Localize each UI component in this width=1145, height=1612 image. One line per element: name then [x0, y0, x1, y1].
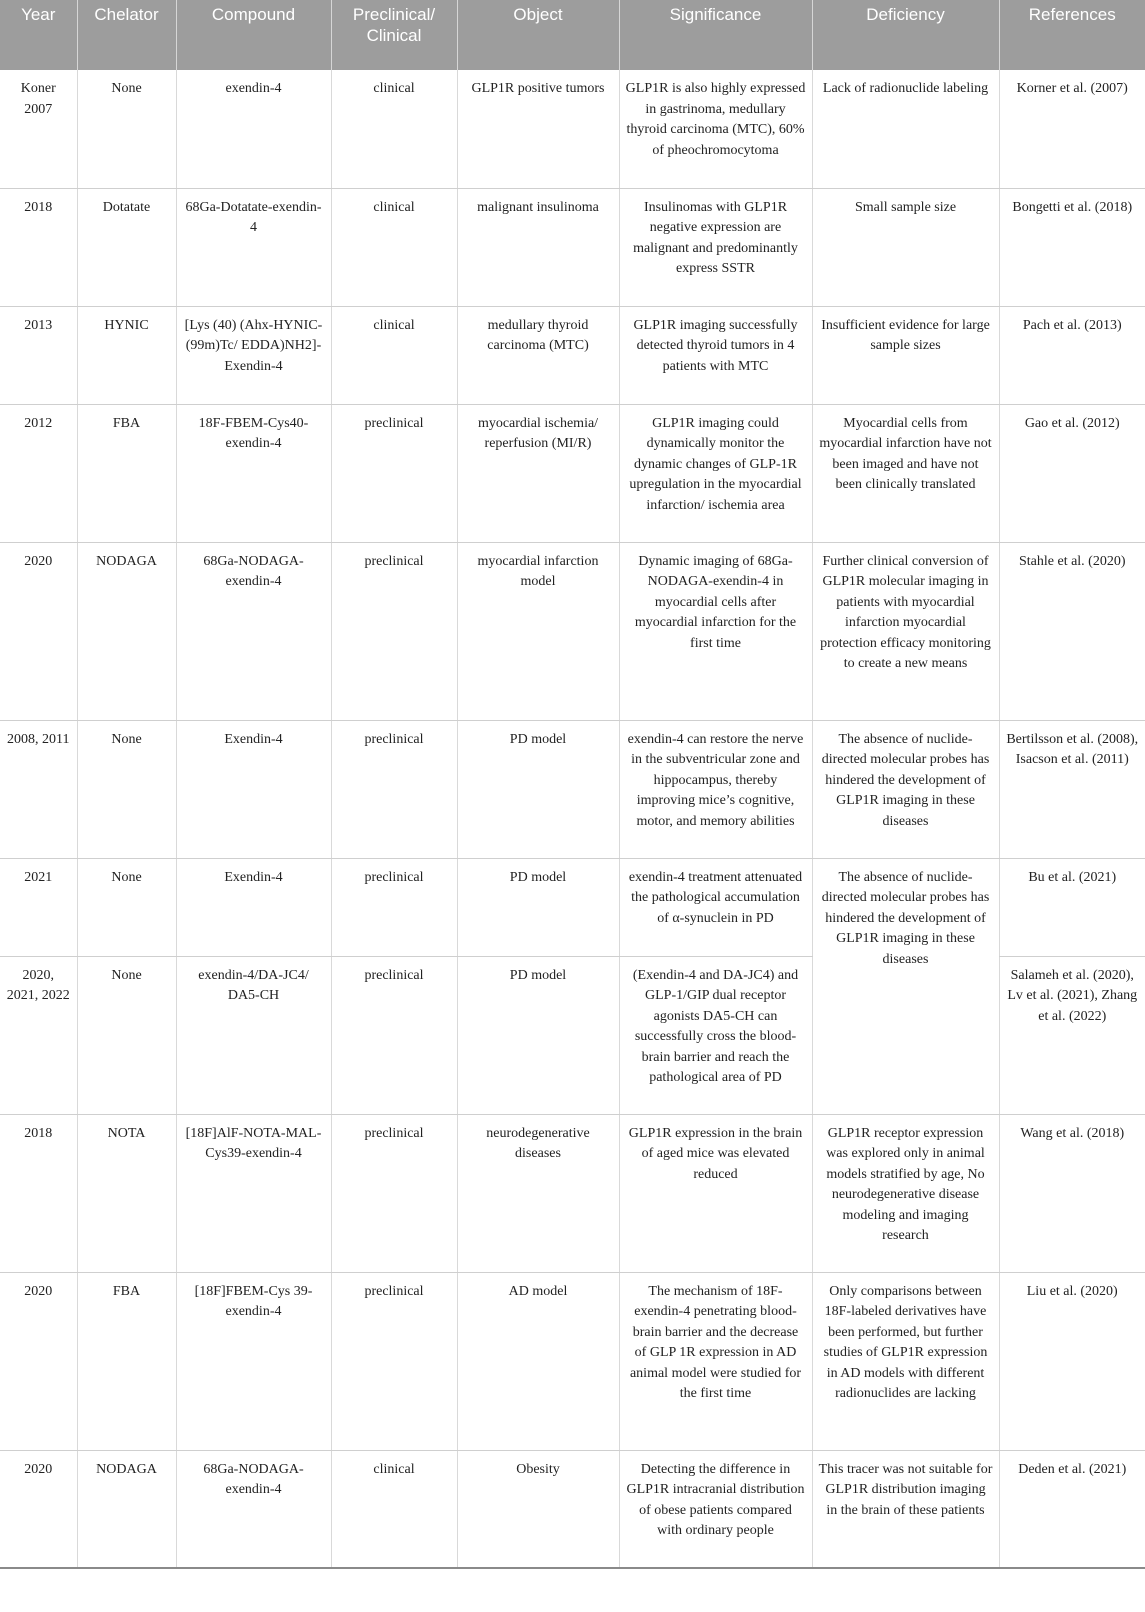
deficiency-cell: Myocardial cells from myocardial infarction have not been imaged and have not been clinically translated — [812, 404, 999, 542]
table-header — [0, 0, 1145, 70]
significance-cell: (Exendin-4 and DA-JC4) and GLP-1/GIP dual receptor agonists DA5-CH can successfully cross the blood-brain barrier and reach the pathological area of PD — [619, 956, 812, 1114]
chelator-cell: FBA — [77, 1272, 176, 1450]
year-cell: 2013 — [0, 306, 77, 404]
significance-cell: exendin-4 can restore the nerve in the subventricular zone and hippocampus, thereby improving mice’s cognitive, motor, and memory abilities — [619, 720, 812, 858]
significance-cell: GLP1R imaging successfully detected thyroid tumors in 4 patients with MTC — [619, 306, 812, 404]
deficiency-cell: The absence of nuclide-directed molecular probes has hindered the development of GLP1R imaging in these diseases — [812, 858, 999, 1114]
table-row — [0, 1450, 1145, 1568]
object-cell: PD model — [457, 956, 619, 1114]
references-cell: Wang et al. (2018) — [999, 1114, 1145, 1272]
chelator-cell: NODAGA — [77, 1450, 176, 1568]
stage-cell: preclinical — [331, 956, 457, 1114]
stage-cell: preclinical — [331, 858, 457, 956]
object-cell: malignant insulinoma — [457, 188, 619, 306]
header-compound: Compound — [176, 0, 331, 70]
header-deficiency: Deficiency — [812, 0, 999, 70]
compound-cell: 18F-FBEM-Cys40-exendin-4 — [176, 404, 331, 542]
year-cell: 2018 — [0, 188, 77, 306]
stage-cell: clinical — [331, 1450, 457, 1568]
object-cell: AD model — [457, 1272, 619, 1450]
references-cell: Pach et al. (2013) — [999, 306, 1145, 404]
year-cell: 2020, 2021, 2022 — [0, 956, 77, 1114]
table-row — [0, 404, 1145, 542]
table-row — [0, 70, 1145, 188]
stage-cell: preclinical — [331, 542, 457, 720]
stage-cell: preclinical — [331, 1272, 457, 1450]
significance-cell: The mechanism of 18F-exendin-4 penetrating blood-brain barrier and the decrease of GLP 1R expression in AD animal model were studied for the first time — [619, 1272, 812, 1450]
references-cell: Gao et al. (2012) — [999, 404, 1145, 542]
chelator-cell: NODAGA — [77, 542, 176, 720]
deficiency-cell: GLP1R receptor expression was explored only in animal models stratified by age, No neurodegenerative disease modeling and imaging research — [812, 1114, 999, 1272]
compound-cell: [18F]FBEM-Cys 39-exendin-4 — [176, 1272, 331, 1450]
significance-cell: exendin-4 treatment attenuated the pathological accumulation of α-synuclein in PD — [619, 858, 812, 956]
chelator-cell: None — [77, 720, 176, 858]
stage-cell: preclinical — [331, 720, 457, 858]
significance-cell: GLP1R expression in the brain of aged mice was elevated reduced — [619, 1114, 812, 1272]
object-cell: myocardial infarction model — [457, 542, 619, 720]
deficiency-cell: Insufficient evidence for large sample sizes — [812, 306, 999, 404]
header-year: Year — [0, 0, 77, 70]
table-row — [0, 306, 1145, 404]
table-row — [0, 1272, 1145, 1450]
stage-cell: clinical — [331, 70, 457, 188]
object-cell: myocardial ischemia/ reperfusion (MI/R) — [457, 404, 619, 542]
references-cell: Bongetti et al. (2018) — [999, 188, 1145, 306]
significance-cell: GLP1R is also highly expressed in gastrinoma, medullary thyroid carcinoma (MTC), 60% of pheochromocytoma — [619, 70, 812, 188]
deficiency-cell: Only comparisons between 18F-labeled derivatives have been performed, but further studies of GLP1R expression in AD models with different radionuclides are lacking — [812, 1272, 999, 1450]
deficiency-cell: The absence of nuclide-directed molecular probes has hindered the development of GLP1R imaging in these diseases — [812, 720, 999, 858]
chelator-cell: NOTA — [77, 1114, 176, 1272]
deficiency-cell: This tracer was not suitable for GLP1R distribution imaging in the brain of these patients — [812, 1450, 999, 1568]
compound-cell: [18F]AlF-NOTA-MAL-Cys39-exendin-4 — [176, 1114, 331, 1272]
header-object: Object — [457, 0, 619, 70]
header-stage: Preclinical/ Clinical — [331, 0, 457, 70]
year-cell: 2012 — [0, 404, 77, 542]
object-cell: GLP1R positive tumors — [457, 70, 619, 188]
compound-cell: Exendin-4 — [176, 858, 331, 956]
references-cell: Bu et al. (2021) — [999, 858, 1145, 956]
chelator-cell: None — [77, 956, 176, 1114]
chelator-cell: Dotatate — [77, 188, 176, 306]
compound-cell: [Lys (40) (Ahx-HYNIC-(99m)Tc/ EDDA)NH2]-Exendin-4 — [176, 306, 331, 404]
object-cell: PD model — [457, 720, 619, 858]
references-cell: Stahle et al. (2020) — [999, 542, 1145, 720]
object-cell: PD model — [457, 858, 619, 956]
references-cell: Liu et al. (2020) — [999, 1272, 1145, 1450]
significance-cell: Dynamic imaging of 68Ga-NODAGA-exendin-4 in myocardial cells after myocardial infarction for the first time — [619, 542, 812, 720]
object-cell: medullary thyroid carcinoma (MTC) — [457, 306, 619, 404]
compound-cell: 68Ga-NODAGA-exendin-4 — [176, 1450, 331, 1568]
year-cell: 2018 — [0, 1114, 77, 1272]
header-references: References — [999, 0, 1145, 70]
compound-cell: exendin-4 — [176, 70, 331, 188]
table-row — [0, 720, 1145, 858]
compound-cell: 68Ga-Dotatate-exendin-4 — [176, 188, 331, 306]
significance-cell: Detecting the difference in GLP1R intracranial distribution of obese patients compared with ordinary people — [619, 1450, 812, 1568]
year-cell: 2020 — [0, 1272, 77, 1450]
chelator-cell: FBA — [77, 404, 176, 542]
references-cell: Bertilsson et al. (2008), Isacson et al. (2011) — [999, 720, 1145, 858]
compound-cell: exendin-4/DA-JC4/ DA5-CH — [176, 956, 331, 1114]
object-cell: neurodegenerative diseases — [457, 1114, 619, 1272]
header-row — [0, 0, 1145, 70]
chelator-cell: HYNIC — [77, 306, 176, 404]
stage-cell: preclinical — [331, 404, 457, 542]
year-cell: 2008, 2011 — [0, 720, 77, 858]
compound-cell: Exendin-4 — [176, 720, 331, 858]
year-cell: 2021 — [0, 858, 77, 956]
table-row — [0, 1114, 1145, 1272]
year-cell: Koner 2007 — [0, 70, 77, 188]
table-row — [0, 858, 1145, 956]
significance-cell: Insulinomas with GLP1R negative expression are malignant and predominantly express SSTR — [619, 188, 812, 306]
table-row — [0, 188, 1145, 306]
year-cell: 2020 — [0, 542, 77, 720]
references-cell: Salameh et al. (2020), Lv et al. (2021), Zhang et al. (2022) — [999, 956, 1145, 1114]
header-chelator: Chelator — [77, 0, 176, 70]
significance-cell: GLP1R imaging could dynamically monitor the dynamic changes of GLP-1R upregulation in the myocardial infarction/ ischemia area — [619, 404, 812, 542]
deficiency-cell: Lack of radionuclide labeling — [812, 70, 999, 188]
deficiency-cell: Further clinical conversion of GLP1R molecular imaging in patients with myocardial infarction myocardial protection efficacy monitoring to create a new means — [812, 542, 999, 720]
stage-cell: preclinical — [331, 1114, 457, 1272]
header-significance: Significance — [619, 0, 812, 70]
references-cell: Deden et al. (2021) — [999, 1450, 1145, 1568]
deficiency-cell: Small sample size — [812, 188, 999, 306]
stage-cell: clinical — [331, 306, 457, 404]
table-row — [0, 542, 1145, 720]
year-cell: 2020 — [0, 1450, 77, 1568]
references-cell: Korner et al. (2007) — [999, 70, 1145, 188]
chelator-cell: None — [77, 858, 176, 956]
table-body — [0, 70, 1145, 1568]
stage-cell: clinical — [331, 188, 457, 306]
object-cell: Obesity — [457, 1450, 619, 1568]
chelator-cell: None — [77, 70, 176, 188]
compound-cell: 68Ga-NODAGA-exendin-4 — [176, 542, 331, 720]
